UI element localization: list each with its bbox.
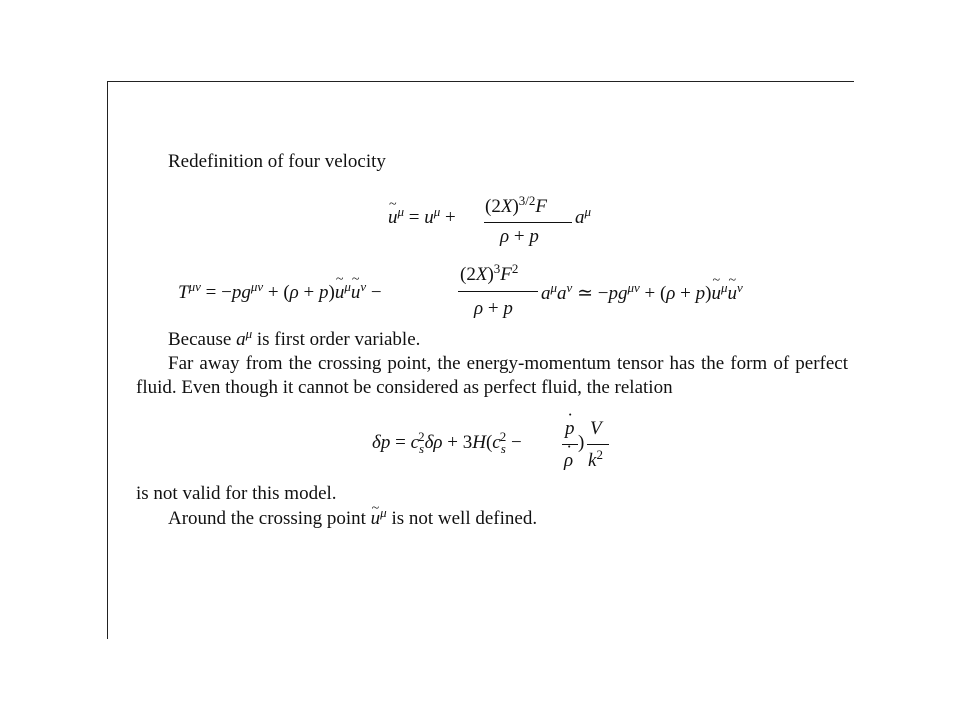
eq1-numerator: $(2X)^{3/2}F$	[485, 193, 547, 217]
equation-energy-momentum	[178, 262, 818, 324]
eq1-denominator: ρ + p	[500, 226, 539, 247]
eq3-frac2-denominator: $k^2$	[588, 447, 603, 471]
perfect-fluid-paragraph: Far away from the crossing point, the energy-momentum tensor has the form of perfect fluid. Even though it cannot be considered as perfect fluid, the relation	[136, 353, 848, 398]
frame-left-border	[107, 81, 108, 639]
eq1-lhs: ~ $u^\mu = u^\mu$ +	[388, 207, 456, 229]
eq3-frac1-numerator: ˙ p	[565, 418, 575, 440]
because-line: Because $a^\mu$ is first order variable.	[168, 326, 421, 350]
eq2-lhs: $T^{\mu\nu} = -pg^{\mu\nu} + (\rho$ + p)~ $u^\mu\sim$ $u^\nu$ −	[178, 282, 382, 304]
equation-pressure-perturbation	[372, 418, 622, 478]
eq2-fraction-bar	[458, 291, 538, 292]
eq3-frac1-denominator: ˙ ρ	[564, 450, 573, 472]
eq3-lhs: $\delta p = c_s^2\delta\rho + 3H(c_s^2$ −	[372, 429, 522, 456]
eq2-denominator: ρ + p	[474, 298, 513, 319]
eq1-rhs: $a^\mu$	[575, 204, 592, 228]
crossing-point-line: Around the crossing point ~ $u^\mu$ is not well defined.	[168, 507, 537, 531]
eq2-rhs: $a^\mu a^\nu$ ≃ $-pg^{\mu\nu} + (\rho$ + p)~ $u^\mu\sim$ $u^\nu$	[541, 282, 743, 305]
eq3-frac2-numerator: V	[590, 418, 602, 439]
equation-four-velocity	[388, 193, 608, 256]
eq3-frac2-bar	[587, 444, 609, 445]
section-heading: Redefinition of four velocity	[168, 151, 386, 172]
eq2-numerator: $(2X)^3F^2$	[460, 261, 519, 285]
not-valid-line: is not valid for this model.	[136, 483, 337, 504]
frame-top-border	[107, 81, 854, 82]
eq3-mid: )	[578, 432, 585, 453]
eq1-fraction-bar	[484, 222, 572, 223]
